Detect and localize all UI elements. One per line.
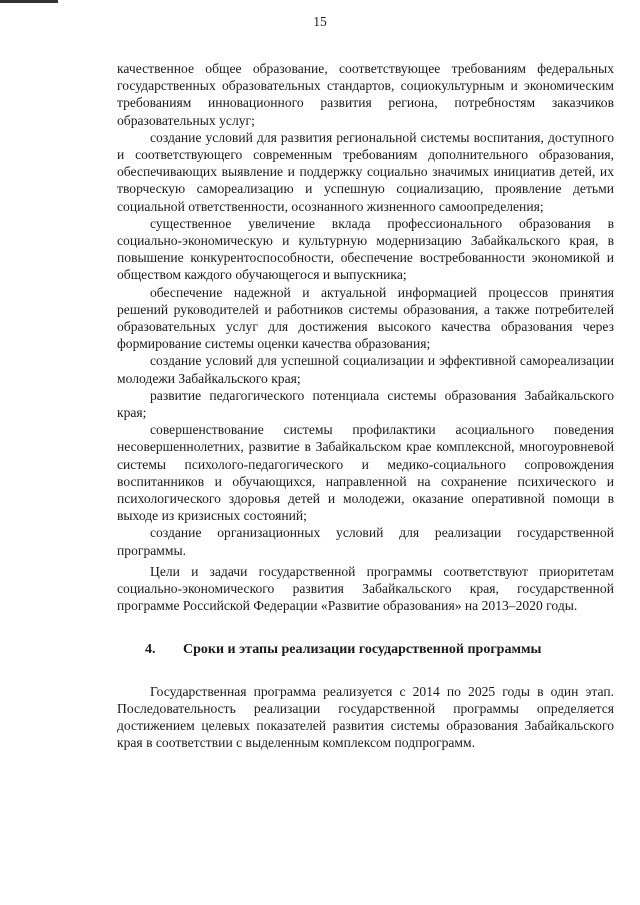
paragraph-youth-socialization: создание условий для успешной социализации и эффективной самореализации молодежи Забайкальского края; — [117, 353, 614, 386]
paragraph-teaching-potential: развитие педагогического потенциала системы образования Забайкальского края; — [117, 387, 614, 421]
paragraph-prevention-system: совершенствование системы профилактики асоциального поведения несовершеннолетних, развитие в Забайкальском крае комплексной, многоуровневой системы психолого-педагогического и медико-социального сопровождения воспитанников и обучающихся, направленной на сохранение психического и психологического здоровья детей и молодежи, оказание оперативной помощи в выходе из кризисных состояний; — [117, 422, 614, 524]
section-number: 4. — [145, 641, 156, 657]
document-body — [117, 60, 614, 751]
section-heading — [117, 641, 614, 659]
page-number: 15 — [313, 14, 327, 29]
scan-corner-mark — [0, 0, 58, 3]
paragraph-program-timeline: Государственная программа реализуется с 2014 по 2025 годы в один этап. Последовательность реализации государственной программы определяется достижением целевых показателей развития системы образования Забайкальского края в соответствии с выделенным комплексом подпрограмм. — [117, 683, 614, 751]
paragraph-organizational-conditions: создание организационных условий для реализации государственной программы. — [117, 525, 614, 558]
paragraph-general-education: качественное общее образование, соответствующее требованиям федеральных государственных образовательных стандартов, социокультурным и экономическим требованиям инновационного развития региона, потребностям заказчиков образовательных услуг; — [117, 61, 614, 128]
section-title: Сроки и этапы реализации государственной программы — [183, 641, 542, 657]
paragraph-upbringing-system: создание условий для развития региональной системы воспитания, доступного и соответствующего современным требованиям дополнительного образования, обеспечивающих выявление и поддержку социально значимых инициатив детей, их творческую самореализацию и успешную социализацию, проявление детьми социальной ответственности, осознанного жизненного самоопределения; — [117, 129, 614, 214]
paragraph-professional-education: существенное увеличение вклада профессионального образования в социально-экономическую и культурную модернизацию Забайкальского края, в повышение конкурентоспособности, обеспечение востребованности экономикой и обществом каждого обучающегося и выпускника; — [117, 215, 614, 283]
paragraph-information-support: обеспечение надежной и актуальной информацией процессов принятия решений руководителей и работников системы образования, а также потребителей образовательных услуг для достижения высокого качества образования через формирование системы оценки качества образования; — [117, 284, 614, 352]
paragraph-goals-priorities: Цели и задачи государственной программы соответствуют приоритетам социально-экономического развития Забайкальского края, государственной программе Российской Федерации «Развитие образования» на 2013–2020 годы. — [117, 563, 614, 614]
